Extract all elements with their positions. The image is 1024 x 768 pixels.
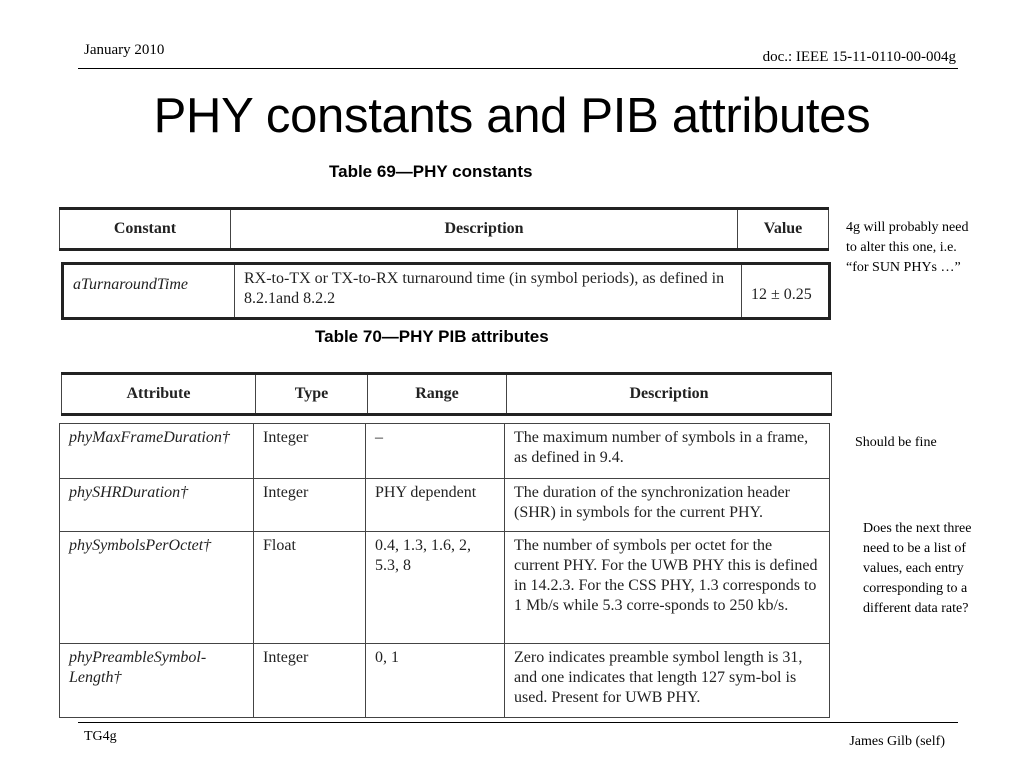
table69-caption: Table 69—PHY constants [329, 162, 533, 181]
table69-col-description: Description [231, 209, 738, 250]
footer-author: James Gilb (self) [849, 734, 945, 749]
table70-cell-attribute: phyMaxFrameDuration† [60, 424, 254, 479]
header-doc-id: doc.: IEEE 15-11-0110-00-004g [762, 49, 956, 65]
table70-col-type: Type [256, 374, 368, 415]
table70-col-range: Range [368, 374, 507, 415]
table70-cell-type: Integer [254, 424, 366, 479]
table70-cell-range: – [366, 424, 505, 479]
table-row [60, 424, 830, 479]
table70-header [61, 372, 832, 416]
table70-cell-attribute: phySymbolsPerOctet† [60, 532, 254, 644]
table69-cell-description: RX-to-TX or TX-to-RX turnaround time (in symbol periods), as defined in 8.2.1and 8.2.2 [235, 264, 742, 319]
table70-caption: Table 70—PHY PIB attributes [315, 327, 549, 346]
table-row [60, 479, 830, 532]
table70-cell-description: Zero indicates preamble symbol length is 31, and one indicates that length 127 sym-bol is used. Present for UWB PHY. [505, 644, 830, 718]
note-list-of-values: Does the next three need to be a list of values, each entry corresponding to a different data rate? [863, 521, 972, 616]
table70-body [59, 423, 830, 718]
table-row [63, 264, 830, 319]
table70-cell-type: Integer [254, 479, 366, 532]
table70-cell-range: 0.4, 1.3, 1.6, 2, 5.3, 8 [366, 532, 505, 644]
table69-header [59, 207, 829, 251]
table-row [60, 644, 830, 718]
table70-cell-attribute: phyPreambleSymbol-Length† [60, 644, 254, 718]
table70-cell-description: The number of symbols per octet for the current PHY. For the UWB PHY this is defined in 14.2.3. For the CSS PHY, 1.3 corresponds to 1 Mb/s while 5.3 corre-sponds to 250 kb/s. [505, 532, 830, 644]
table70-cell-range: PHY dependent [366, 479, 505, 532]
note-should-be-fine: Should be fine [855, 435, 937, 450]
note-turnaround: 4g will probably need to alter this one, i.e. “for SUN PHYs …” [846, 220, 969, 275]
table69-col-value: Value [738, 209, 829, 250]
table-row [60, 532, 830, 644]
footer-rule [78, 722, 958, 723]
slide-title: PHY constants and PIB attributes [153, 89, 871, 143]
table70-cell-type: Float [254, 532, 366, 644]
table69-body [61, 262, 831, 320]
header-rule [78, 68, 958, 69]
table70-cell-range: 0, 1 [366, 644, 505, 718]
table70-cell-attribute: phySHRDuration† [60, 479, 254, 532]
footer-group: TG4g [84, 729, 117, 744]
table69-cell-constant: aTurnaroundTime [63, 264, 235, 319]
table70-cell-description: The maximum number of symbols in a frame, as defined in 9.4. [505, 424, 830, 479]
table70-col-description: Description [507, 374, 832, 415]
header-date: January 2010 [84, 42, 165, 58]
table70-cell-type: Integer [254, 644, 366, 718]
table69-cell-value: 12 ± 0.25 [742, 264, 830, 319]
table70-cell-description: The duration of the synchronization header (SHR) in symbols for the current PHY. [505, 479, 830, 532]
table69-col-constant: Constant [60, 209, 231, 250]
table70-col-attribute: Attribute [62, 374, 256, 415]
